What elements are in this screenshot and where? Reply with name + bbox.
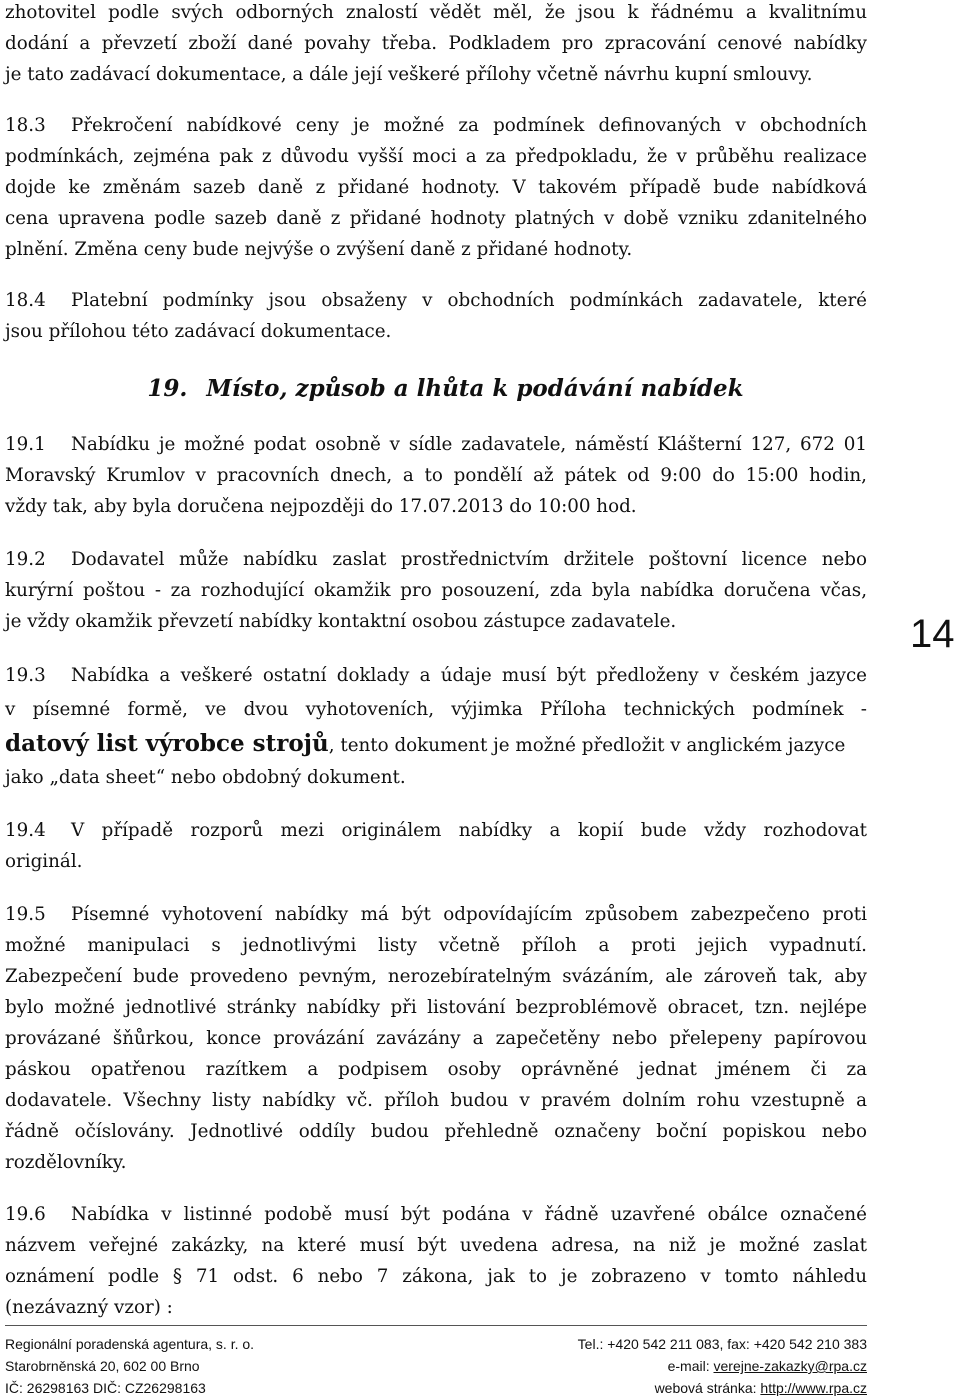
paragraph-19-2-line-2: kurýrní poštou - za rozhodující okamžik pro posouzení, zda byla nabídka doručena včas, (5, 580, 867, 601)
footer-email-link[interactable]: verejne-zakazky@rpa.cz (713, 1358, 867, 1374)
paragraph-19-6-line-2: názvem veřejné zakázky, na které musí být uvedena adresa, na niž je možné zaslat (5, 1235, 867, 1256)
paragraph-19-4-line-1 (5, 815, 867, 846)
paragraph-18-3-line-1 (5, 110, 867, 141)
section-title: Místo, způsob a lhůta k podávání nabídek (206, 375, 744, 402)
paragraph-18-4-line-1 (5, 285, 867, 316)
footer-ids: IČ: 26298163 DIČ: CZ26298163 (5, 1380, 206, 1396)
intro-line-2: dodání a převzetí zboží dané povahy třeba. Podkladem pro zpracování cenové nabídky (5, 33, 867, 54)
footer-divider (5, 1325, 867, 1326)
paragraph-18-3-line-2: podmínkách, zejména pak z důvodu vyšší moci a za předpokladu, že v průběhu realizace (5, 146, 867, 167)
paragraph-text: Platební podmínky jsou obsaženy v obchodních podmínkách zadavatele, které (71, 290, 867, 311)
paragraph-18-3-line-4: cena upravena podle sazeb daně z přidané hodnoty platných v době vzniku zdanitelného (5, 208, 867, 229)
paragraph-19-5-line-9: rozdělovníky. (5, 1152, 127, 1173)
paragraph-number: 19.4 (5, 820, 46, 841)
paragraph-number: 18.3 (5, 115, 46, 136)
paragraph-number: 18.4 (5, 290, 46, 311)
footer-company: Regionální poradenská agentura, s. r. o. (5, 1336, 255, 1352)
paragraph-19-5-line-4: bylo možné jednotlivé stránky nabídky při listování bezproblémově obracet, tzn. nejlépe (5, 997, 867, 1018)
paragraph-19-5-line-7: dodavatele. Všechny listy nabídky vč. příloh budou v pravém dolním rohu vzestupně a (5, 1090, 867, 1111)
footer-email-line (668, 1355, 867, 1377)
paragraph-number: 19.5 (5, 904, 46, 925)
paragraph-text: V případě rozporů mezi originálem nabídky a kopií bude vždy rozhodovat (71, 820, 867, 841)
intro-line-1: zhotovitel podle svých odborných znalostí vědět měl, že jsou k řádnému a kvalitnímu (5, 2, 867, 23)
paragraph-19-1-line-1 (5, 429, 867, 460)
paragraph-19-1-line-3: vždy tak, aby byla doručena nejpozději do 17.07.2013 do 10:00 hod. (5, 496, 637, 517)
paragraph-number: 19.2 (5, 549, 46, 570)
footer-web-line (655, 1377, 867, 1399)
paragraph-19-1-line-2: Moravský Krumlov v pracovních dnech, a to pondělí až pátek od 9:00 do 15:00 hodin, (5, 465, 867, 486)
paragraph-19-5-line-2: možné manipulaci s jednotlivými listy včetně příloh a proti jejich vypadnutí. (5, 935, 867, 956)
paragraph-number: 19.6 (5, 1204, 46, 1225)
paragraph-number: 19.3 (5, 665, 46, 686)
paragraph-text: Písemné vyhotovení nabídky má být odpovídajícím způsobem zabezpečeno proti (71, 904, 867, 925)
paragraph-19-5-line-3: Zabezpečení bude provedeno pevným, nerozebíratelným svázáním, ale zároveň tak, aby (5, 966, 867, 987)
paragraph-19-3-line-3 (5, 728, 867, 761)
footer-address: Starobrněnská 20, 602 00 Brno (5, 1358, 200, 1374)
paragraph-19-6-line-1 (5, 1199, 867, 1230)
paragraph-19-2-line-1 (5, 544, 867, 575)
footer-web-label: webová stránka: (654, 1380, 761, 1396)
footer-email-label: e-mail: (667, 1358, 714, 1374)
paragraph-19-5-line-5: provázané šňůrkou, konce provázání zavázány a zapečetěny nebo přelepeny papírovou (5, 1028, 867, 1049)
footer-web-link[interactable]: http://www.rpa.cz (760, 1380, 867, 1396)
paragraph-19-5-line-1 (5, 899, 867, 930)
paragraph-18-3-line-5: plnění. Změna ceny bude nejvýše o zvýšení daně z přidané hodnoty. (5, 239, 633, 260)
page-number: 14 (910, 612, 955, 656)
paragraph-19-6-line-4: (nezávazný vzor) : (5, 1297, 173, 1318)
paragraph-19-5-line-6: páskou opatřenou razítkem a podpisem osoby oprávněné jednat jménem či za (5, 1059, 867, 1080)
paragraph-19-3-line-2: v písemné formě, ve dvou vyhotoveních, výjimka Příloha technických podmínek - (5, 699, 867, 720)
paragraph-text: Dodavatel může nabídku zaslat prostřednictvím držitele poštovní licence nebo (71, 549, 867, 570)
paragraph-text: Překročení nabídkové ceny je možné za podmínek definovaných v obchodních (71, 115, 867, 136)
paragraph-19-3-line-4: jako „data sheet“ nebo obdobný dokument. (5, 767, 406, 788)
section-heading-19 (5, 372, 867, 406)
intro-line-3: je tato zadávací dokumentace, a dále její veškeré přílohy včetně návrhu kupní smlouvy. (5, 64, 813, 85)
paragraph-19-4-line-2: originál. (5, 851, 83, 872)
paragraph-19-6-line-3: oznámení podle § 71 odst. 6 nebo 7 zákona, jak to je zobrazeno v tomto náhledu (5, 1266, 867, 1287)
footer-phone: Tel.: +420 542 211 083, fax: +420 542 210 383 (577, 1336, 867, 1352)
paragraph-19-2-line-3: je vždy okamžik převzetí nabídky kontaktní osobou zástupce zadavatele. (5, 611, 677, 632)
paragraph-18-4-line-2: jsou přílohou této zadávací dokumentace. (5, 321, 392, 342)
paragraph-19-5-line-8: řádně očíslovány. Jednotlivé oddíly budou přehledně označeny boční popiskou nebo (5, 1121, 867, 1142)
section-number: 19. (147, 375, 188, 402)
paragraph-text: Nabídku je možné podat osobně v sídle zadavatele, náměstí Klášterní 127, 672 01 (71, 434, 867, 455)
paragraph-number: 19.1 (5, 434, 46, 455)
paragraph-19-3-line-1 (5, 660, 867, 691)
paragraph-text: , tento dokument je možné předložit v anglickém jazyce (328, 735, 846, 756)
paragraph-text: Nabídka a veškeré ostatní doklady a údaje musí být předloženy v českém jazyce (71, 665, 867, 686)
paragraph-text: Nabídka v listinné podobě musí být podána v řádně uzavřené obálce označené (71, 1204, 867, 1225)
emphasized-text: datový list výrobce strojů (5, 730, 329, 757)
paragraph-18-3-line-3: dojde ke změnám sazeb daně z přidané hodnoty. V takovém případě bude nabídková (5, 177, 867, 198)
